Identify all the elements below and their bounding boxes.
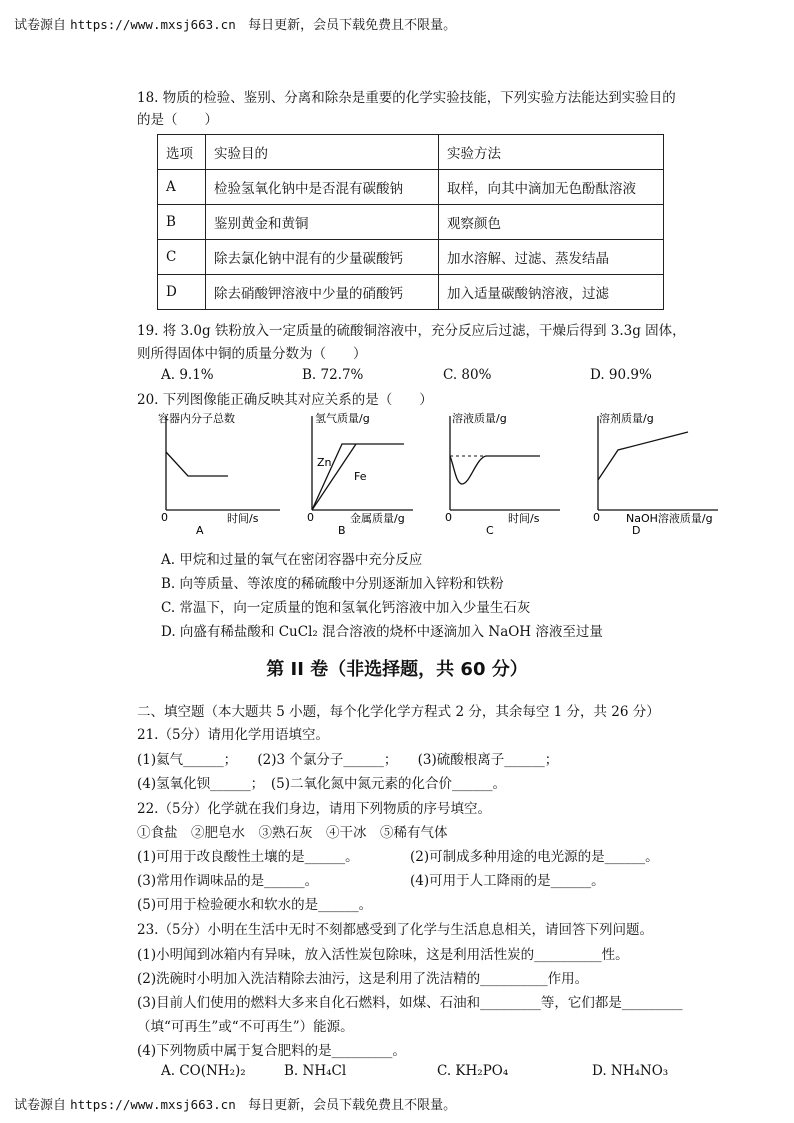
table-cell: B <box>158 205 206 240</box>
section-title: 第 II 卷（非选择题，共 60 分） <box>266 659 528 680</box>
q22-line2a: (3)常用作调味品的是______。 <box>137 873 319 889</box>
y-label: 溶剂质量/g <box>599 412 654 425</box>
q22-line1a: (1)可用于改良酸性土壤的是______。 <box>137 849 359 865</box>
table-header: 实验方法 <box>439 135 664 170</box>
q22-line1b: (2)可制成多种用途的电光源的是______。 <box>410 849 659 865</box>
table-cell: 观察颜色 <box>439 205 664 240</box>
origin-label: 0 <box>593 511 600 524</box>
q23-line1: (1)小明闻到冰箱内有异味，放入活性炭包除味，这是利用活性炭的__________性。 <box>137 947 629 963</box>
table-cell: 鉴别黄金和黄铜 <box>206 205 439 240</box>
q22-stem: 22.（5分）化学就在我们身边，请用下列物质的序号填空。 <box>137 801 492 817</box>
x-label: 时间/s <box>227 512 259 525</box>
table-row <box>158 240 664 275</box>
q23-option-b: B. NH₄Cl <box>284 1063 347 1079</box>
table-cell: 取样，向其中滴加无色酚酞溶液 <box>439 170 664 205</box>
q23-option-a: A. CO(NH₂)₂ <box>161 1063 246 1079</box>
y-label: 溶液质量/g <box>452 412 507 425</box>
q20-option-c: C. 常温下，向一定质量的饱和氢氧化钙溶液中加入少量生石灰 <box>161 600 531 616</box>
curve <box>166 452 228 476</box>
table-header-row <box>158 135 664 170</box>
q19-option-a: A. 9.1% <box>161 367 214 383</box>
table-cell: 除去硝酸钾溶液中少量的硝酸钙 <box>206 275 439 310</box>
q21-line1: (1)氦气______； (2)3 个氯分子______； (3)硫酸根离子______； <box>137 752 559 768</box>
q23-line5: (4)下列物质中属于复合肥料的是_________。 <box>137 1043 406 1059</box>
q19-option-b: B. 72.7% <box>302 367 364 383</box>
section-intro: 二、填空题（本大题共 5 小题，每个化学化学方程式 2 分，其余每空 1 分，共 26 分） <box>137 704 660 720</box>
graph-letter: B <box>338 524 346 536</box>
q19-option-d: D. 90.9% <box>590 367 652 383</box>
table-cell: A <box>158 170 206 205</box>
table-cell: 除去氯化钠中混有的少量碳酸钙 <box>206 240 439 275</box>
x-label: 金属质量/g <box>350 512 405 525</box>
q21-line2: (4)氢氧化钡______； (5)二氧化氮中氮元素的化合价______。 <box>137 776 506 792</box>
footer-source: 试卷源自 <box>14 1098 67 1113</box>
graph-letter: A <box>196 524 204 536</box>
graph-letter: C <box>486 524 494 536</box>
page-footer <box>14 1094 456 1113</box>
curve-label: Fe <box>354 470 367 483</box>
table-cell: C <box>158 240 206 275</box>
q18-stem-line2: 的是（ ） <box>137 112 218 128</box>
curve-label: Zn <box>317 456 332 469</box>
q20-graph-c <box>436 406 566 536</box>
table-row <box>158 170 664 205</box>
origin-label: 0 <box>161 511 168 524</box>
q18-table <box>157 134 664 310</box>
header-url[interactable]: https://www.mxsj663.cn <box>70 17 236 32</box>
table-cell: 检验氢氧化钠中是否混有碳酸钠 <box>206 170 439 205</box>
table-cell: 加入适量碳酸钠溶液，过滤 <box>439 275 664 310</box>
q20-graph-d <box>584 406 724 536</box>
q22-items: ①食盐 ②肥皂水 ③熟石灰 ④干冰 ⑤稀有气体 <box>137 825 448 841</box>
q18-stem-line1: 18. 物质的检验、鉴别、分离和除杂是重要的化学实验技能，下列实验方法能达到实验目的 <box>137 90 676 106</box>
footer-url[interactable]: https://www.mxsj663.cn <box>70 1097 236 1112</box>
q20-stem: 20. 下列图像能正确反映其对应关系的是（ ） <box>137 392 433 408</box>
table-row <box>158 205 664 240</box>
q23-line4: （填“可再生”或“不可再生”）能源。 <box>137 1019 354 1035</box>
q19-option-c: C. 80% <box>443 367 492 383</box>
graph-letter: D <box>632 524 641 536</box>
q20-graph-a <box>152 406 287 536</box>
y-label: 容器内分子总数 <box>158 412 235 425</box>
q23-stem: 23.（5分）小明在生活中无时不刻都感受到了化学与生活息息相关，请回答下列问题。 <box>137 922 654 938</box>
q22-line3: (5)可用于检验硬水和软水的是______。 <box>137 897 373 913</box>
origin-label: 0 <box>307 511 314 524</box>
q20-option-d: D. 向盛有稀盐酸和 CuCl₂ 混合溶液的烧杯中逐滴加入 NaOH 溶液至过量 <box>161 624 603 640</box>
curve <box>598 432 688 480</box>
q23-option-c: C. KH₂PO₄ <box>437 1063 509 1079</box>
curve <box>450 456 540 484</box>
footer-note: 每日更新，会员下载免费且不限量。 <box>248 1098 457 1113</box>
q21-stem: 21.（5分）请用化学用语填空。 <box>137 727 330 743</box>
x-label: 时间/s <box>508 512 540 525</box>
table-cell: D <box>158 275 206 310</box>
origin-label: 0 <box>445 511 452 524</box>
q20-graph-b <box>298 406 418 536</box>
table-cell: 加水溶解、过滤、蒸发结晶 <box>439 240 664 275</box>
q23-line2: (2)洗碗时小明加入洗洁精除去油污，这是利用了洗洁精的__________作用。 <box>137 971 589 987</box>
q22-line2b: (4)可用于人工降雨的是______。 <box>410 873 605 889</box>
table-header: 实验目的 <box>206 135 439 170</box>
x-label: NaOH溶液质量/g <box>626 512 713 525</box>
q19-stem-line2: 则所得固体中铜的质量分数为（ ） <box>137 346 367 362</box>
curve-fe <box>312 444 356 510</box>
q23-option-d: D. NH₄NO₃ <box>592 1063 669 1079</box>
page-header <box>14 14 456 33</box>
q19-stem-line1: 19. 将 3.0g 铁粉放入一定质量的硫酸铜溶液中，充分反应后过滤，干燥后得到 3.3g 固体， <box>137 323 686 339</box>
table-header: 选项 <box>158 135 206 170</box>
q23-line3: (3)目前人们使用的燃料大多来自化石燃料，如煤、石油和_________等，它们都是_________ <box>137 995 683 1011</box>
header-note: 每日更新，会员下载免费且不限量。 <box>248 18 457 33</box>
header-source: 试卷源自 <box>14 18 67 33</box>
y-label: 氢气质量/g <box>315 412 370 425</box>
q20-option-b: B. 向等质量、等浓度的稀硫酸中分别逐渐加入锌粉和铁粉 <box>161 576 504 592</box>
table-row <box>158 275 664 310</box>
q20-option-a: A. 甲烷和过量的氧气在密闭容器中充分反应 <box>161 552 423 568</box>
